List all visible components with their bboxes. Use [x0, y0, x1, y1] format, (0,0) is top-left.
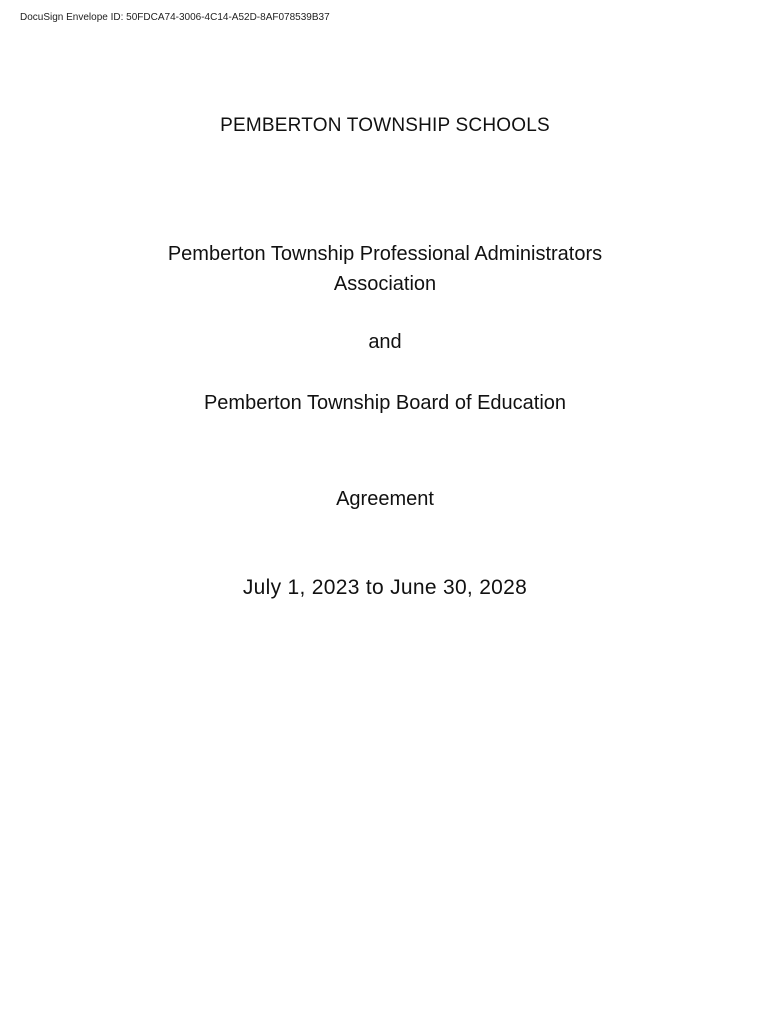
association-name-line-2: Association: [333, 273, 437, 295]
docusign-envelope-id: DocuSign Envelope ID: 50FDCA74-3006-4C14-A52D-8AF078539B37: [20, 12, 330, 23]
association-name-line-1: Pemberton Township Professional Administrators: [167, 243, 603, 265]
document-type: Agreement: [336, 488, 434, 510]
agreement-term-dates: July 1, 2023 to June 30, 2028: [242, 576, 528, 599]
board-name: Pemberton Township Board of Education: [203, 392, 567, 414]
conjunction-text: and: [368, 331, 402, 353]
district-title: PEMBERTON TOWNSHIP SCHOOLS: [220, 115, 550, 136]
